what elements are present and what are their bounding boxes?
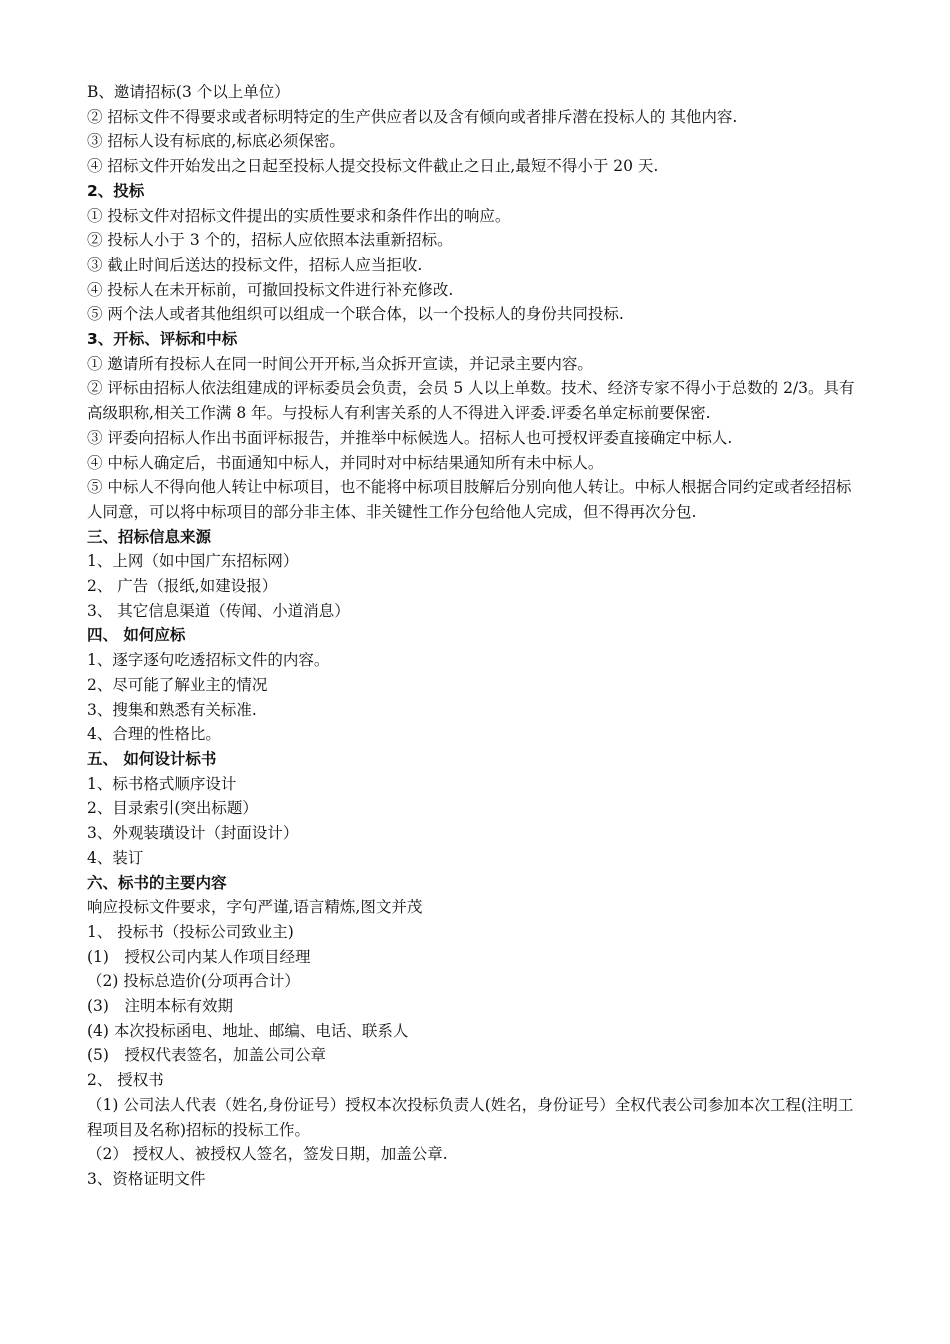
doc-paragraph: ② 评标由招标人依法组建成的评标委员会负责，会员 5 人以上单数。技术、经济专家不得小于总数的 2/3。具有高级职称,相关工作满 8 年。与投标人有利害关系的人不得进入评委.评委名单定标前要保密. bbox=[87, 379, 855, 423]
doc-line: 1、标书格式顺序设计 bbox=[87, 774, 237, 793]
doc-line: ③ 截止时间后送达的投标文件，招标人应当拒收. bbox=[87, 255, 423, 274]
doc-line: （2） 授权人、被授权人签名，签发日期，加盖公章. bbox=[87, 1145, 448, 1164]
section-heading: 2、投标 bbox=[87, 181, 145, 200]
doc-line: （2) 投标总造价(分项再合计） bbox=[87, 972, 300, 991]
doc-line: 响应投标文件要求，字句严谨,语言精炼,图文并茂 bbox=[87, 898, 423, 917]
doc-line: ② 招标文件不得要求或者标明特定的生产供应者以及含有倾向或者排斥潜在投标人的 其他内容. bbox=[87, 107, 738, 126]
doc-line: 3、搜集和熟悉有关标准. bbox=[87, 700, 257, 719]
doc-line: 2、尽可能了解业主的情况 bbox=[87, 675, 268, 694]
doc-line: ④ 招标文件开始发出之日起至投标人提交投标文件截止之日止,最短不得小于 20 天. bbox=[87, 157, 659, 176]
doc-line: 3、资格证明文件 bbox=[87, 1169, 206, 1188]
doc-line: ⑤ 两个法人或者其他组织可以组成一个联合体，以一个投标人的身份共同投标. bbox=[87, 305, 624, 324]
doc-line: ① 邀请所有投标人在同一时间公开开标,当众拆开宣读，并记录主要内容。 bbox=[87, 354, 593, 373]
doc-line: B、邀请招标(3 个以上单位） bbox=[87, 83, 290, 101]
section-heading: 四、 如何应标 bbox=[87, 626, 186, 645]
doc-line: 1、 投标书（投标公司致业主) bbox=[87, 922, 294, 941]
section-heading: 三、招标信息来源 bbox=[87, 527, 212, 546]
document-body bbox=[87, 80, 857, 1192]
doc-line: ③ 评委向招标人作出书面评标报告，并推举中标候选人。招标人也可授权评委直接确定中标人. bbox=[87, 428, 733, 447]
doc-line: 2、 授权书 bbox=[87, 1071, 164, 1090]
section-heading: 五、 如何设计标书 bbox=[87, 749, 217, 768]
doc-line: (5) 授权代表签名，加盖公司公章 bbox=[87, 1046, 326, 1065]
doc-line: 3、外观装璜设计（封面设计） bbox=[87, 824, 299, 843]
doc-line: ③ 招标人设有标底的,标底必须保密。 bbox=[87, 132, 345, 151]
doc-line: (1) 授权公司内某人作项目经理 bbox=[87, 947, 311, 966]
doc-line: 2、 广告（报纸,如建设报） bbox=[87, 577, 278, 596]
section-heading: 3、开标、评标和中标 bbox=[87, 330, 238, 349]
doc-line: ① 投标文件对招标文件提出的实质性要求和条件作出的响应。 bbox=[87, 206, 511, 225]
section-heading: 六、标书的主要内容 bbox=[87, 873, 227, 892]
doc-line: 2、目录索引(突出标题） bbox=[87, 799, 258, 818]
doc-line: 1、逐字逐句吃透招标文件的内容。 bbox=[87, 651, 330, 670]
doc-line: 4、合理的性格比。 bbox=[87, 725, 221, 744]
doc-line: (3) 注明本标有效期 bbox=[87, 997, 233, 1016]
doc-line: ② 投标人小于 3 个的，招标人应依照本法重新招标。 bbox=[87, 231, 453, 250]
doc-line: 4、装订 bbox=[87, 848, 144, 867]
doc-line: 3、 其它信息渠道（传闻、小道消息） bbox=[87, 601, 350, 620]
doc-line: (4) 本次投标函电、地址、邮编、电话、联系人 bbox=[87, 1021, 409, 1040]
doc-paragraph: （1) 公司法人代表（姓名,身份证号）授权本次投标负责人(姓名，身份证号）全权代表公司参加本次工程(注明工程项目及名称)招标的投标工作。 bbox=[87, 1095, 854, 1139]
doc-line: 1、上网（如中国广东招标网） bbox=[87, 552, 299, 571]
doc-line: ④ 投标人在未开标前，可撤回投标文件进行补充修改. bbox=[87, 280, 454, 299]
doc-paragraph: ⑤ 中标人不得向他人转让中标项目，也不能将中标项目肢解后分别向他人转让。中标人根据合同约定或者经招标人同意，可以将中标项目的部分非主体、非关键性工作分包给他人完成，但不得再次分包. bbox=[87, 478, 852, 521]
doc-line: ④ 中标人确定后，书面通知中标人，并同时对中标结果通知所有未中标人。 bbox=[87, 453, 604, 472]
